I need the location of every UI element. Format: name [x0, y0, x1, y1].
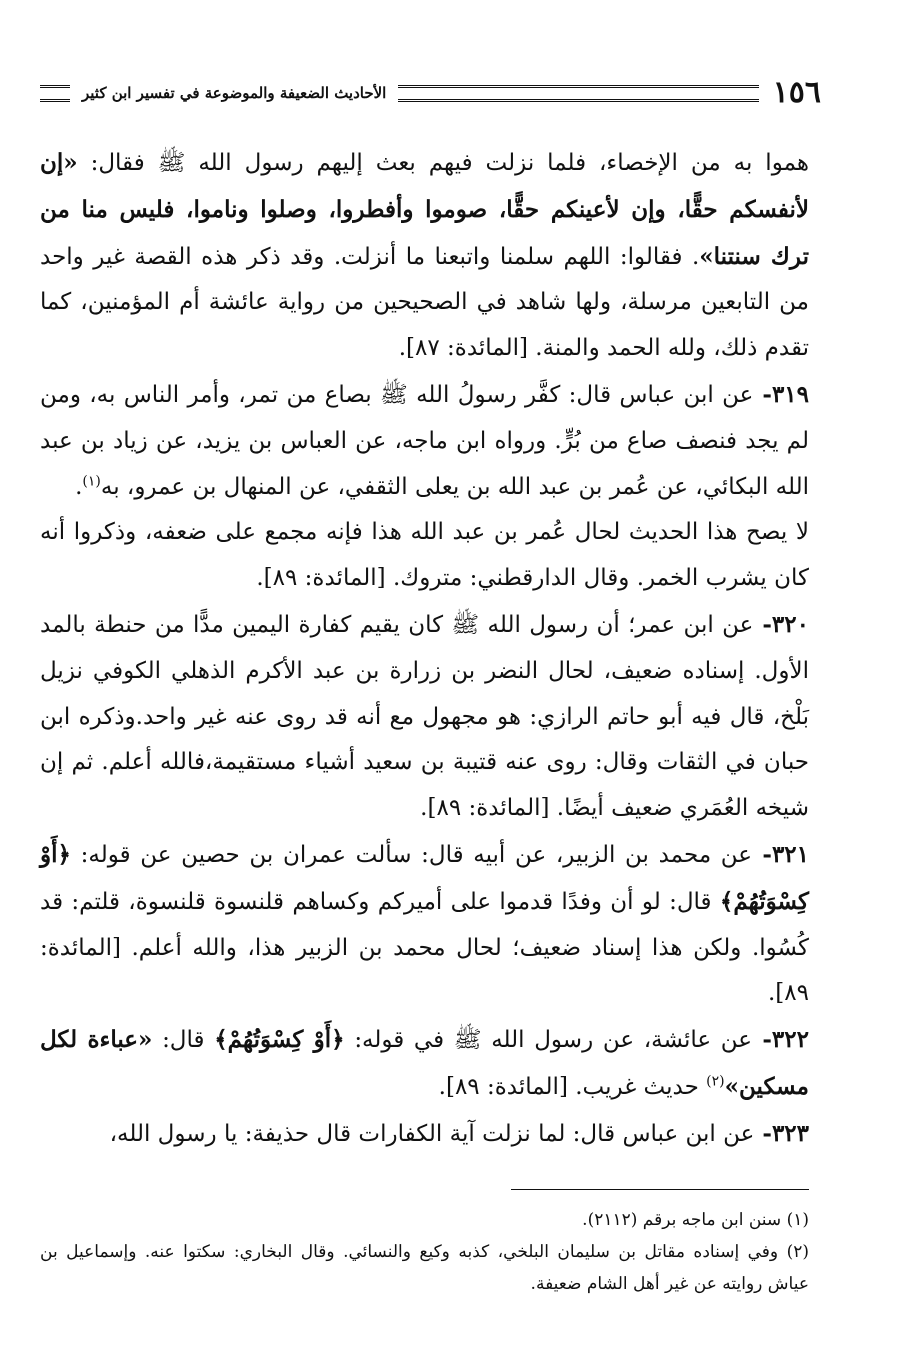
page-number: ١٥٦ — [772, 75, 821, 110]
paragraph-text: عن محمد بن الزبير، عن أبيه قال: سألت عمران بن حصين عن قوله: — [70, 841, 753, 868]
paragraph-text: حديث غريب. [المائدة: ٨٩]. — [438, 1073, 707, 1100]
paragraph-text: قال: — [152, 1027, 215, 1054]
paragraph-text: . فقالوا: اللهم سلمنا واتبعنا ما أنزلت. وقد ذكر هذه القصة غير واحد من التابعين مرسلة، ولها شاهد في الصحيحين من رواية عائشة أم المؤمنين، كما تقدم ذلك، ولله الحمد والمنة. [المائدة: ٨٧]. — [40, 243, 809, 362]
header-rule-right — [703, 85, 759, 102]
footnote-separator — [511, 1189, 809, 1190]
hadith-number: ٣٢٠- — [753, 610, 809, 638]
paragraph-text: قال: لو أن وفدًا قدموا على أميركم وكساهم قلنسوة قلنسوة، قلتم: قد كُسُوا. ولكن هذا إسناد ضعيف؛ لحال محمد بن الزبير هذا، والله أعلم. [المائدة: ٨٩]. — [40, 888, 809, 1007]
footnote-2: (٢) وفي إسناده مقاتل بن سليمان البلخي، كذبه وكيع والنسائي. وقال البخاري: سكتوا عنه. وإسماعيل بن عياش روايته عن غير أهل الشام ضعيفة. — [40, 1242, 809, 1294]
header-rule-middle — [398, 85, 702, 102]
hadith-320 — [40, 602, 809, 832]
commentary-319 — [40, 510, 809, 602]
hadith-quote: «عباءة لكل مسكين» — [40, 1026, 809, 1100]
paragraph-text: لا يصح هذا الحديث لحال عُمر بن عبد الله هذا فإنه مجمع على ضعفه، وذكروا أنه كان يشرب الخمر. وقال الدارقطني: متروك. [المائدة: ٨٩]. — [40, 519, 809, 592]
hadith-321 — [40, 832, 809, 1017]
paragraph-continuation — [40, 140, 809, 372]
main-text — [40, 140, 809, 1158]
footnote-ref: (١) — [82, 472, 101, 489]
paragraph-text: عن عائشة، عن رسول الله ﷺ في قوله: — [344, 1027, 753, 1054]
header-rule-left — [40, 85, 70, 102]
quran-quote: ﴿أَوْ كِسْوَتُهُمْ﴾ — [40, 840, 809, 915]
paragraph-text: عن ابن عمر؛ أن رسول الله ﷺ كان يقيم كفارة اليمين مدًّا من حنطة بالمد الأول. إسناده ضعيف، لحال النضر بن زرارة بن عبد الأكرم الذهلي الكوفي نزيل بَلْخ، قال فيه أبو حاتم الرازي: هو مجهول مع أنه قد روى عنه غير واحد.وذكره ابن حبان في الثقات وقال: روى عنه قتيبة بن سعيد أشياء مستقيمة،فالله أعلم. ثم إن شيخه العُمَري ضعيف أيضًا. [المائدة: ٨٩]. — [40, 611, 809, 822]
page-header — [40, 75, 821, 110]
footnote-ref: (٢) — [706, 1073, 725, 1090]
hadith-323 — [40, 1111, 809, 1158]
hadith-quote: «إن لأنفسكم حقًّا، وإن لأعينكم حقًّا، صوموا وأفطروا، وصلوا وناموا، فليس منا من ترك سنتنا» — [40, 149, 809, 270]
hadith-number: ٣٢١- — [752, 840, 809, 868]
paragraph-text: عن ابن عباس قال: لما نزلت آية الكفارات قال حذيفة: يا رسول الله، — [109, 1120, 755, 1147]
paragraph-text: هموا به من الإخصاء، فلما نزلت فيهم بعث إليهم رسول الله ﷺ فقال: — [77, 150, 809, 176]
hadith-number: ٣١٩- — [753, 380, 809, 408]
running-title: الأحاديث الضعيفة والموضوعة في تفسير ابن كثير — [82, 84, 387, 102]
footnote-1: (١) سنن ابن ماجه برقم (٢١١٢). — [582, 1210, 809, 1230]
hadith-number: ٣٢٣- — [754, 1119, 809, 1147]
quran-quote: ﴿أَوْ كِسْوَتُهُمْ﴾ — [214, 1026, 345, 1054]
paragraph-text: . — [75, 473, 83, 500]
footnotes — [40, 1204, 809, 1300]
hadith-319 — [40, 372, 809, 510]
hadith-number: ٣٢٢- — [752, 1026, 809, 1054]
paragraph-text: عن ابن عباس قال: كفَّر رسولُ الله ﷺ بصاع من تمر، وأمر الناس به، ومن لم يجد فنصف صاع من بُرٍّ. ورواه ابن ماجه، عن العباس بن يزيد، عن زياد بن عبد الله البكائي، عن عُمر بن عبد الله بن يعلى الثقفي، عن المنهال بن عمرو، به — [40, 381, 809, 500]
hadith-322 — [40, 1017, 809, 1111]
